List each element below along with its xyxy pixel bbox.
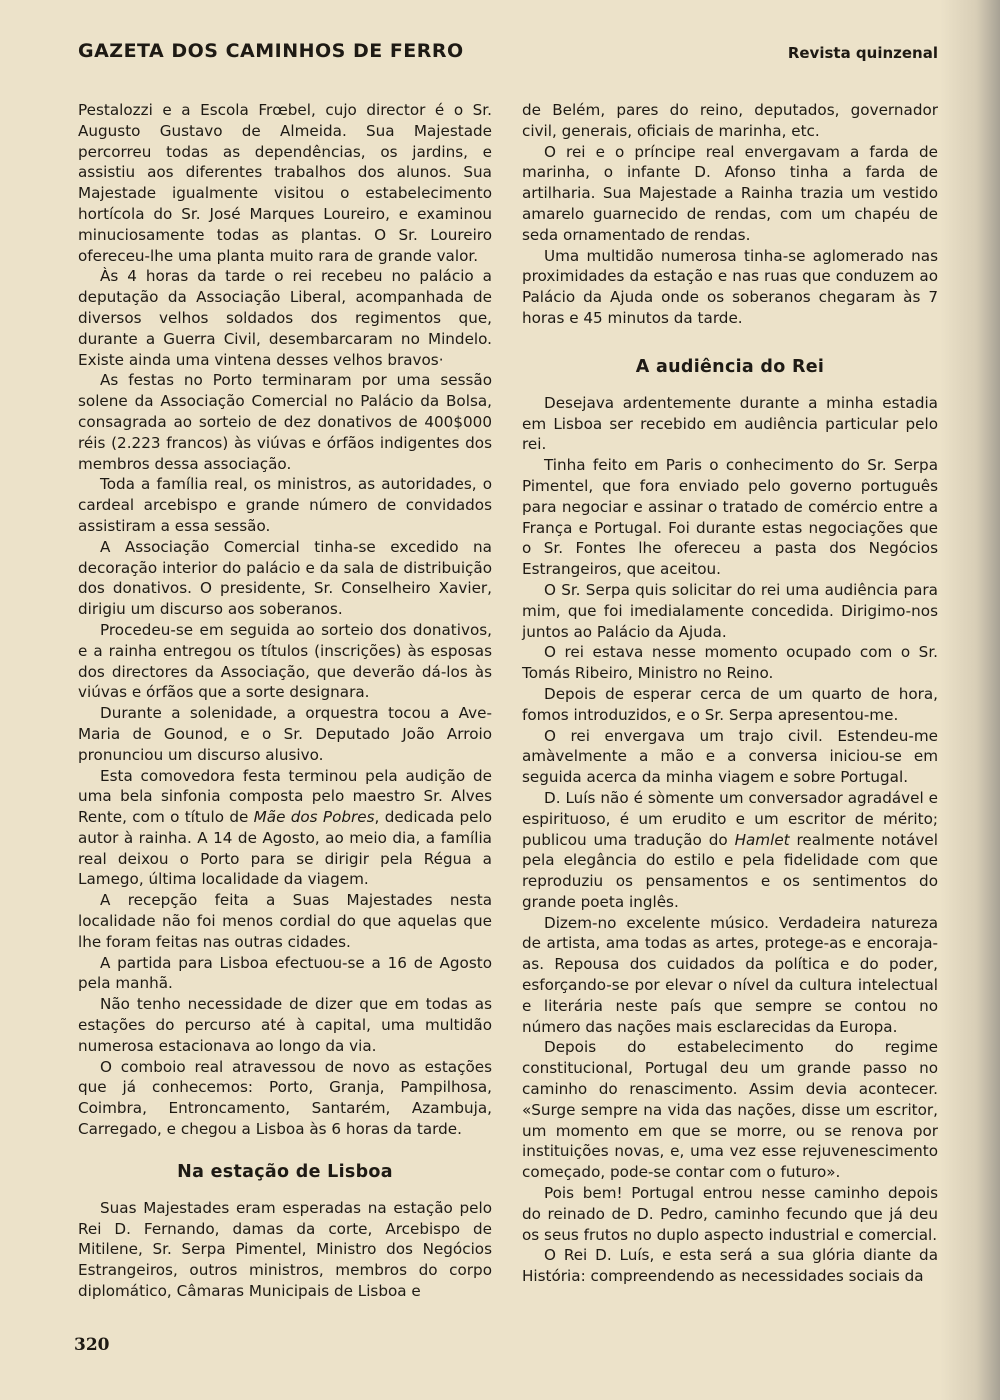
paragraph: Não tenho necessidade de dizer que em todas as estações do percurso até à capital, uma multidão numerosa estacionava ao longo da via.	[78, 995, 492, 1055]
paragraph: Toda a família real, os ministros, as autoridades, o cardeal arcebispo e grande número de convidados assistiram a essa sessão.	[78, 475, 492, 535]
paragraph: O rei estava nesse momento ocupado com o Sr. Tomás Ribeiro, Ministro no Reino.	[522, 643, 938, 683]
paragraph: O rei e o príncipe real envergavam a farda de marinha, o infante D. Afonso tinha a farda de artilharia. Sua Majestade a Rainha trazia um vestido amarelo guarnecido de rendas, com um chapéu de seda ornamentado de rendas.	[522, 142, 938, 244]
paragraph: A partida para Lisboa efectuou-se a 16 de Agosto pela manhã.	[78, 953, 492, 993]
journal-title: GAZETA DOS CAMINHOS DE FERRO	[78, 40, 464, 62]
paragraph: Pois bem! Portugal entrou nesse caminho depois do reinado de D. Pedro, caminho fecundo que já deu os seus frutos no duplo aspecto industrial e comercial.	[522, 1184, 938, 1244]
left-column	[78, 100, 492, 1302]
paragraph: Desejava ardentemente durante a minha estadia em Lisboa ser recebido em audiência particular pelo rei.	[522, 393, 938, 454]
section-heading: A audiência do Rei	[635, 356, 825, 377]
paragraph: Dizem-no excelente músico. Verdadeira natureza de artista, ama todas as artes, protege-as e encoraja-as. Repousa dos cuidados da política e do poder, esforçando-se por elevar o nível da cultura intelectual e literária neste país que sempre se contou no número das nações mais esclarecidas da Europa.	[522, 913, 938, 1036]
paragraph-text: D. Luís não é sòmente um conversador agradável e espirituoso, é um erudito e um escritor de mérito; publicou uma tradução do	[522, 788, 938, 849]
paragraph: O rei envergava um trajo civil. Estendeu-me amàvelmente a mão e a conversa iniciou-se em seguida acerca da minha viagem e sobre Portugal.	[522, 726, 938, 787]
paragraph: Pestalozzi e a Escola Frœbel, cujo director é o Sr. Augusto Gustavo de Almeida. Sua Majestade percorreu todas as dependências, os jardins, e assistiu aos diferentes trabalhos dos alunos. Sua Majestade igualmente visitou o estabelecimento hortícola do Sr. José Marques Loureiro, e examinou minuciosamente todas as plantas. O Sr. Loureiro ofereceu-lhe uma planta muito rara de grande valor.	[78, 101, 492, 265]
italic-title: Mãe dos Pobres	[253, 808, 375, 827]
paragraph: Depois de esperar cerca de um quarto de hora, fomos introduzidos, e o Sr. Serpa apresentou-me.	[522, 684, 938, 724]
paragraph: As festas no Porto terminaram por uma sessão solene da Associação Comercial no Palácio da Bolsa, consagrada ao sorteio de dez donativos de 400$000 réis (2.223 francos) às viúvas e órfãos indigentes dos membros dessa associação.	[78, 371, 492, 473]
page-edge-shadow	[940, 0, 1000, 1400]
paragraph: Depois do estabelecimento do regime constitucional, Portugal deu um grande passo no caminho do renascimento. Assim devia acontecer. «Surge sempre na vida das nações, disse um escritor, um momento em que se morre, ou se renova por instituições novas, e, uma vez esse rejuvenescimento começado, pode-se contar com o futuro».	[522, 1038, 938, 1182]
page-number: 320	[74, 1335, 110, 1355]
italic-title: Hamlet	[734, 830, 790, 849]
paragraph: O Sr. Serpa quis solicitar do rei uma audiência para mim, que foi imedialamente concedida. Dirigimo-nos juntos ao Palácio da Ajuda.	[522, 580, 938, 641]
paragraph: A Associação Comercial tinha-se excedido na decoração interior do palácio e da sala de distribuição dos donativos. O presidente, Sr. Conselheiro Xavier, dirigiu um discurso aos soberanos.	[78, 537, 492, 619]
paragraph: Suas Majestades eram esperadas na estação pelo Rei D. Fernando, damas da corte, Arcebispo de Mitilene, Sr. Serpa Pimentel, Ministro dos Negócios Estrangeiros, outros ministros, membros do corpo diplomático, Câmaras Municipais de Lisboa e	[78, 1198, 492, 1301]
right-column	[522, 100, 938, 1287]
paragraph: Tinha feito em Paris o conhecimento do Sr. Serpa Pimentel, que fora enviado pelo governo português para negociar e assinar o tratado de comércio entre a França e Portugal. Foi durante estas negociações que o Sr. Fontes lhe ofereceu a pasta dos Negócios Estrangeiros, que aceitou.	[522, 456, 938, 579]
paragraph: Procedeu-se em seguida ao sorteio dos donativos, e a rainha entregou os títulos (inscrições) às esposas dos directores da Associação, que deverão dá-los às viúvas e órfãos que a sorte designara.	[78, 620, 492, 702]
section-heading: Na estação de Lisboa	[177, 1161, 393, 1182]
paragraph: Durante a solenidade, a orquestra tocou a Ave-Maria de Gounod, e o Sr. Deputado João Arroio pronunciou um discurso alusivo.	[78, 704, 492, 764]
running-head	[78, 40, 938, 70]
paragraph: O comboio real atravessou de novo as estações que já conhecemos: Porto, Granja, Pampilhosa, Coimbra, Entroncamento, Santarém, Azambuja, Carregado, e chegou a Lisboa às 6 horas da tarde.	[78, 1057, 492, 1139]
paragraph: Uma multidão numerosa tinha-se aglomerado nas proximidades da estação e nas ruas que conduzem ao Palácio da Ajuda onde os soberanos chegaram às 7 horas e 45 minutos da tarde.	[522, 246, 938, 327]
paragraph-text: Esta comovedora festa terminou pela audição de uma bela sinfonia composta pelo maestro Sr. Alves Rente, com o título de	[78, 766, 492, 827]
paragraph: A recepção feita a Suas Majestades nesta localidade não foi menos cordial do que aquelas que lhe foram feitas nas outras cidades.	[78, 891, 492, 951]
paragraph-text: , dedicada pelo autor à rainha. A 14 de Agosto, ao meio dia, a família real deixou o Porto para se dirigir pela Régua a Lamego, última localidade da viagem.	[78, 808, 492, 889]
paragraph: O Rei D. Luís, e esta será a sua glória diante da História: compreendendo as necessidades sociais da	[522, 1246, 938, 1286]
paragraph-text: realmente notável pela elegância do estilo e pela fidelidade com que reproduziu os pensamentos e os sentimentos do grande poeta inglês.	[522, 830, 938, 911]
paragraph: de Belém, pares do reino, deputados, governador civil, generais, oficiais de marinha, etc.	[522, 101, 938, 140]
paragraph	[522, 788, 938, 913]
paragraph: Às 4 horas da tarde o rei recebeu no palácio a deputação da Associação Liberal, acompanhada de diversos velhos soldados dos regimentos que, durante a Guerra Civil, desembarcaram no Mindelo. Existe ainda uma vintena desses velhos bravos·	[78, 267, 492, 369]
paragraph	[78, 766, 492, 891]
journal-subtitle: Revista quinzenal	[787, 44, 938, 62]
